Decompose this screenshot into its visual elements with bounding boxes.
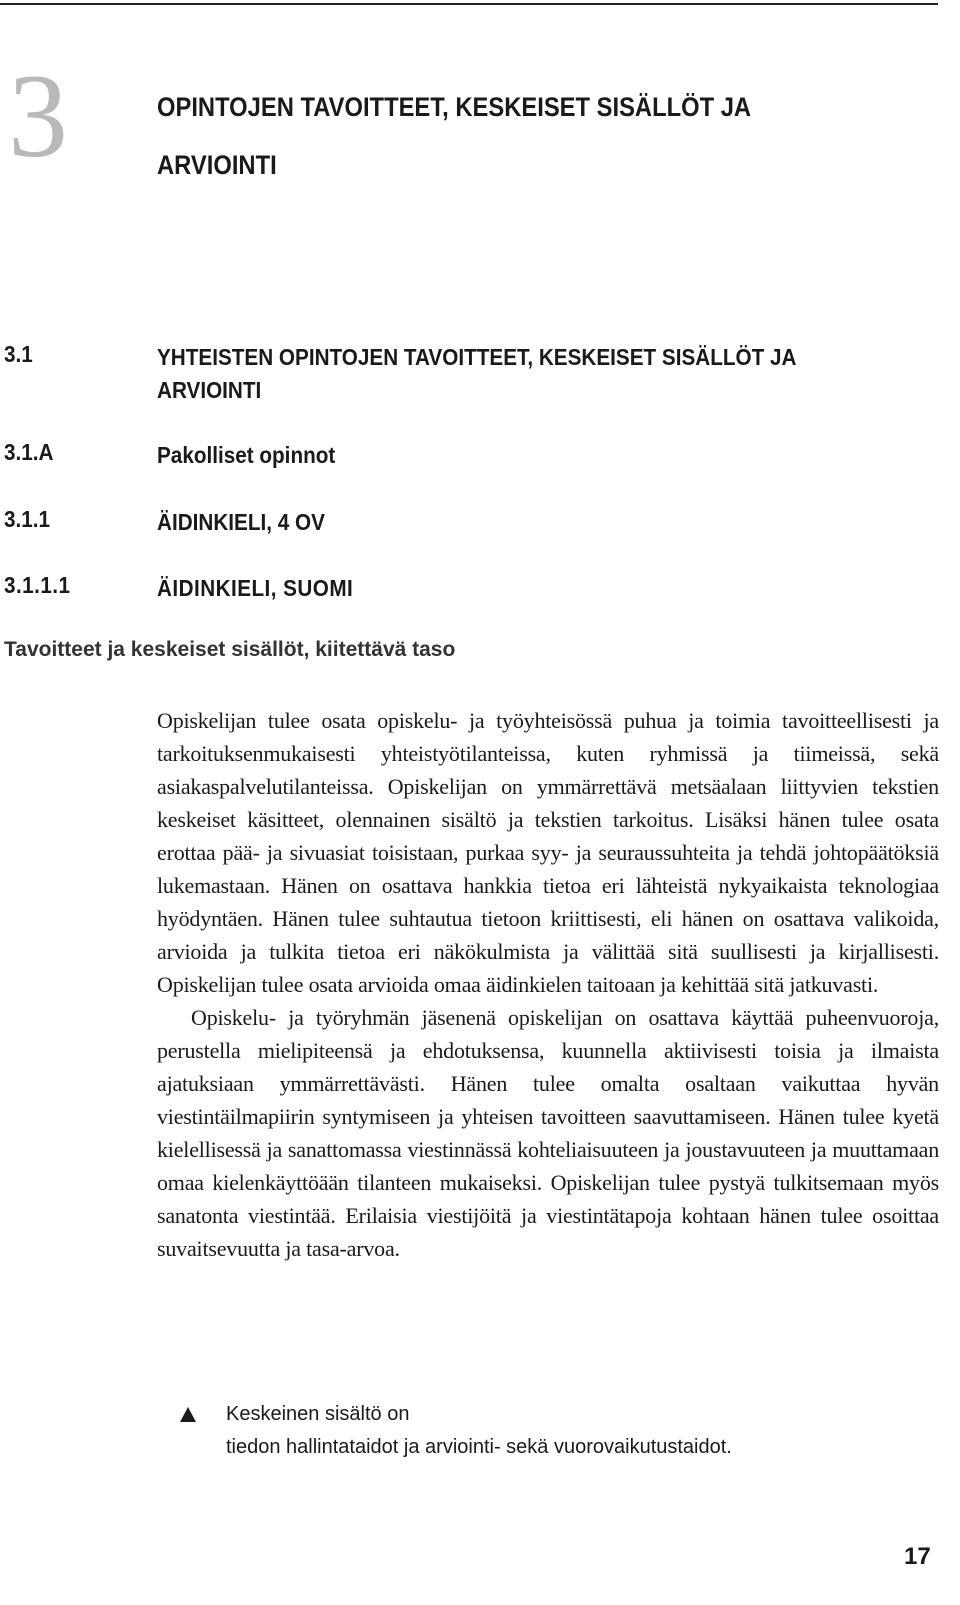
key-content-label: Keskeinen sisältö on xyxy=(226,1403,410,1425)
heading-text: Pakolliset opinnot xyxy=(157,442,336,468)
heading-number: 3.1.1.1 xyxy=(4,572,71,598)
triangle-bullet-icon xyxy=(180,1407,196,1422)
top-rule xyxy=(0,3,938,5)
heading-number: 3.1.1 xyxy=(4,506,51,532)
heading-text: ÄIDINKIELI, 4 OV xyxy=(157,509,325,535)
heading-text: YHTEISTEN OPINTOJEN TAVOITTEET, KESKEISET SISÄLLÖT JA ARVIOINTI xyxy=(157,344,796,403)
body-text xyxy=(157,704,939,1265)
page-number: 17 xyxy=(904,1543,931,1570)
paragraph: Opiskelijan tulee osata opiskelu- ja työyhteisössä puhua ja toimia tavoitteellisesti ja tarkoituksenmukaisesti yhteistyötilanteissa, kuten ryhmissä ja tiimeissä, sekä asiakaspalvelutilanteissa. Opiskelijan on ymmärrettävä metsäalaan liittyvien tekstien keskeiset käsitteet, olennainen sisältö ja tekstien tarkoitus. Lisäksi hänen tulee osata erottaa pää- ja sivuasiat toisistaan, purkaa syy- ja seuraussuhteita ja tehdä johtopäätöksiä lukemastaan. Hänen on osattava hankkia tietoa eri lähteistä nykyaikaista teknologiaa hyödyntäen. Hänen tulee suhtautua tietoon kriittisesti, eli hänen on osattava valikoida, arvioida ja tulkita tietoa eri näkökulmista ja välittää sitä suullisesti ja kirjallisesti. Opiskelijan tulee osata arvioida omaa äidinkielen taitoaan ja kehittää sitä jatkuvasti. xyxy=(157,708,939,997)
heading-number: 3.1 xyxy=(4,341,33,367)
section-subheading: Tavoitteet ja keskeiset sisällöt, kiitettävä taso xyxy=(4,638,456,661)
paragraph: Opiskelu- ja työryhmän jäsenenä opiskelijan on osattava käyttää puheenvuoroja, perustella mielipiteensä ja ehdotuksensa, kuunnella aktiivisesti toisia ja ilmaista ajatuksiaan ymmärrettävästi. Hänen tulee omalta osaltaan vaikuttaa hyvän viestintäilmapiirin syntymiseen ja yhteisen tavoitteen saavuttamiseen. Hänen tulee kyetä kielellisessä ja sanattomassa viestinnässä kohteliaisuuteen ja joustavuuteen ja muuttamaan omaa kielenkäyttöään tilanteen mukaiseksi. Opiskelijan tulee pystyä tulkitsemaan myös sanatonta viestintää. Erilaisia viestijöitä ja viestintätapoja kohtaan hänen tulee osoittaa suvaitsevuutta ja tasa-arvoa. xyxy=(157,1005,939,1261)
key-content-text: tiedon hallintataidot ja arviointi- sekä vuorovaikutustaidot. xyxy=(226,1436,732,1458)
chapter-title: OPINTOJEN TAVOITTEET, KESKEISET SISÄLLÖT JA ARVIOINTI xyxy=(157,92,751,180)
heading-number: 3.1.A xyxy=(4,439,54,465)
heading-text: ÄIDINKIELI, SUOMI xyxy=(157,575,354,601)
chapter-number: 3 xyxy=(8,49,68,182)
